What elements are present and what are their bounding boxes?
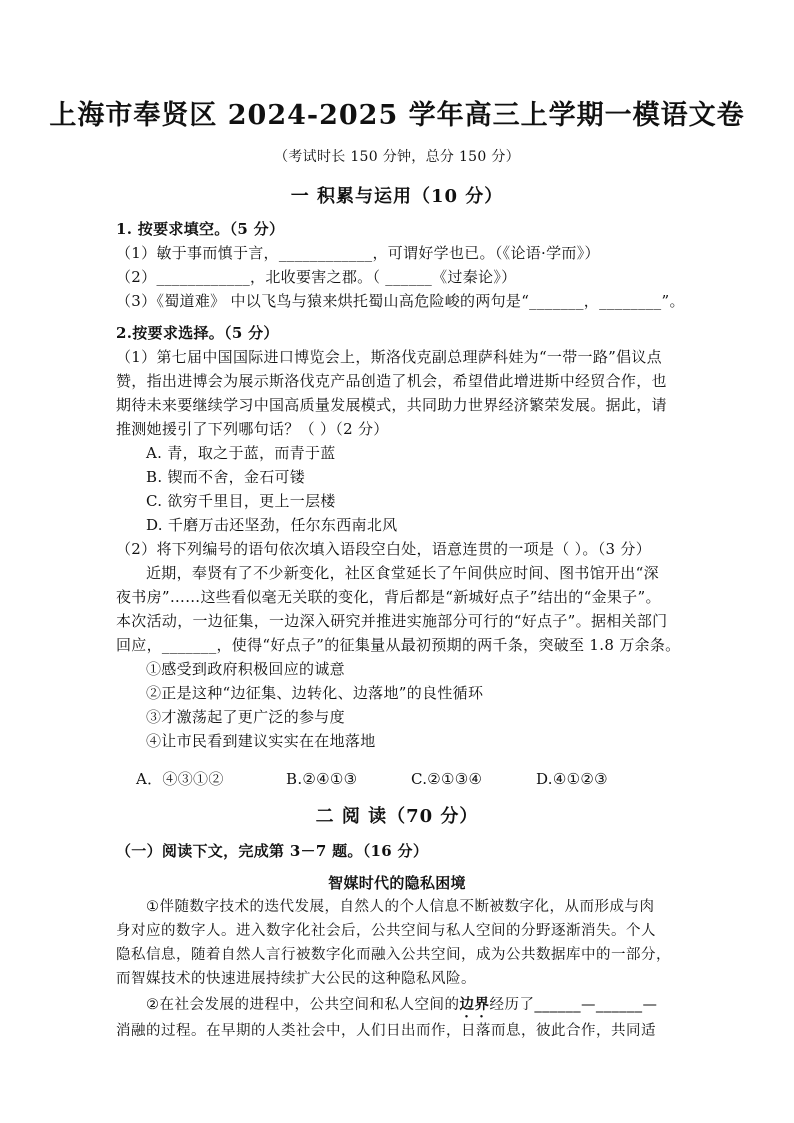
q2-option-a: A. 青，取之于蓝，而青于蓝 bbox=[146, 444, 336, 462]
q2-item-4: ④让市民看到建议实实在在地落地 bbox=[146, 732, 376, 750]
q2-part2-option-a: A．④③①② bbox=[136, 770, 224, 788]
section2-heading: 二 阅 读（70 分） bbox=[315, 806, 479, 827]
q2-option-d: D. 千磨万击还坚劲，任尔东西南北风 bbox=[146, 516, 398, 534]
section1-heading: 一 积累与运用（10 分） bbox=[290, 186, 504, 207]
q2-part2-option-d: D.④①②③ bbox=[536, 770, 608, 788]
q2-part2-option-c: C.②①③④ bbox=[411, 770, 483, 788]
q2-item-2: ②正是这种“边征集、边转化、边落地”的良性循环 bbox=[146, 684, 484, 702]
q2-part2-line-5: 回应，_______，使得“好点子”的征集量从最初预期的两千条，突破至 1.8 万余条。 bbox=[116, 636, 681, 654]
q2-part1-line-3: 期待未来要继续学习中国高质量发展模式，共同助力世界经济繁荣发展。据此，请 bbox=[116, 396, 667, 414]
q2-part1-line-4: 推测她援引了下列哪句话？（ ）（2 分） bbox=[116, 420, 389, 438]
q2-part2-line-4: 本次活动，一边征集，一边深入研究并推进实施部分可行的“好点子”。据相关部门 bbox=[116, 612, 668, 630]
q2-item-1: ①感受到政府积极回应的诚意 bbox=[146, 660, 345, 678]
q2-part2-line-1: （2）将下列编号的语句依次填入语段空白处，语意连贯的一项是（ ）。（3 分） bbox=[116, 540, 652, 558]
article-para1-line-1: ①伴随数字技术的迭代发展，自然人的个人信息不断被数字化，从而形成与肉 bbox=[146, 899, 655, 915]
q1-line-1: （1）敏于事而慎于言，____________，可谓好学也已。（《论语·学而》） bbox=[116, 244, 600, 262]
q2-part2-line-2: 近期，奉贤有了不少新变化，社区食堂延长了午间供应时间、图书馆开出“深 bbox=[146, 564, 659, 582]
q2-option-c: C. 欲穷千里目，更上一层楼 bbox=[146, 492, 336, 510]
q2-heading: 2.按要求选择。（5 分） bbox=[116, 324, 279, 342]
q2-option-b: B. 锲而不舍，金石可镂 bbox=[146, 468, 306, 486]
exam-info: （考试时长 150 分钟，总分 150 分） bbox=[274, 149, 520, 165]
q2-part1-line-1: （1）第七届中国国际进口博览会上，斯洛伐克副总理萨科娃为“一带一路”倡议点 bbox=[116, 348, 662, 366]
article-para1-line-3: 隐私信息，随着自然人言行被数字化而融入公共空间，成为公共数据库中的一部分， bbox=[116, 947, 671, 963]
q2-item-3: ③才激荡起了更广泛的参与度 bbox=[146, 708, 345, 726]
q2-part2-option-b: B.②④①③ bbox=[286, 770, 358, 788]
q1-line-3: （3）《蜀道难》 中以飞鸟与猿来烘托蜀山高危险峻的两句是“_______，________”。 bbox=[116, 292, 685, 310]
article-para2-line-2: 消融的过程。在早期的人类社会中，人们日出而作，日落而息，彼此合作，共同适 bbox=[116, 1023, 656, 1039]
para2-text-after: 经历了______—______— bbox=[489, 997, 658, 1013]
page-title: 上海市奉贤区 2024-2025 学年高三上学期一模语文卷 bbox=[49, 100, 745, 131]
article-para2-line-1 bbox=[146, 994, 658, 1021]
q1-heading: 1. 按要求填空。（5 分） bbox=[116, 220, 285, 238]
article-para1-line-4: 而智媒技术的快速进展持续扩大公民的这种隐私风险。 bbox=[116, 971, 476, 987]
q2-part1-line-2: 赞，指出进博会为展示斯洛伐克产品创造了机会，希望借此增进斯中经贸合作，也 bbox=[116, 372, 667, 390]
reading-part-heading: （一）阅读下文，完成第 3－7 题。（16 分） bbox=[116, 842, 429, 860]
emphasized-word: 边界 bbox=[459, 997, 490, 1013]
q2-part2-line-3: 夜书房”……这些看似毫无关联的变化，背后都是“新城好点子”结出的“金果子”。 bbox=[116, 588, 661, 606]
para2-text-before: ②在社会发展的进程中，公共空间和私人空间的 bbox=[146, 997, 460, 1013]
article-title: 智媒时代的隐私困境 bbox=[328, 874, 466, 892]
article-para1-line-2: 身对应的数字人。进入数字化社会后，公共空间与私人空间的分野逐渐消失。个人 bbox=[116, 923, 656, 939]
q1-line-2: （2）____________，北收要害之郡。（ ______《过秦论》） bbox=[116, 268, 517, 286]
